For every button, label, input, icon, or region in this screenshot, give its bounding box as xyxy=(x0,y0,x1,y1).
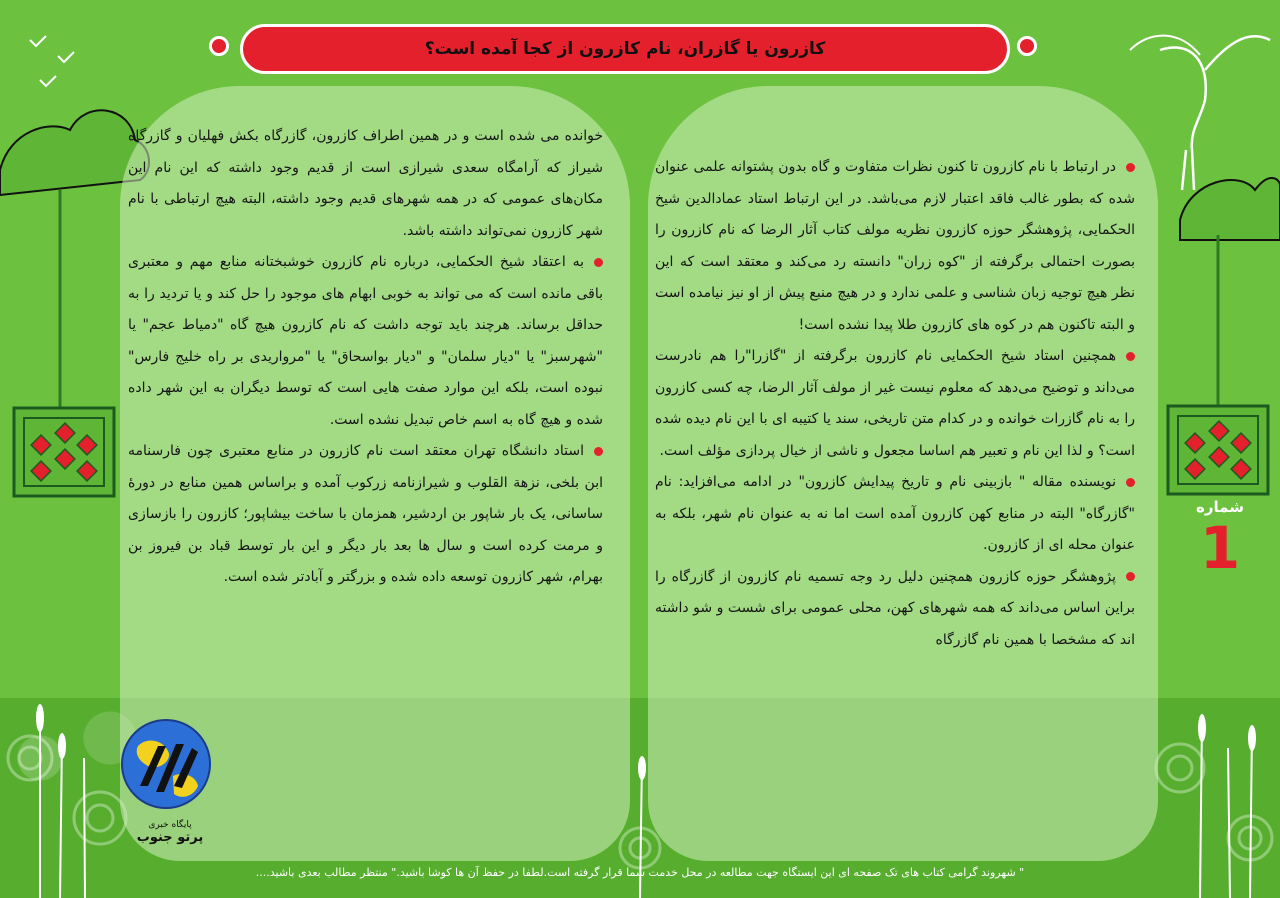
red-bullet-icon xyxy=(1126,352,1135,361)
left-paragraph-3: استاد دانشگاه تهران معتقد است نام کازرون در منابع معتبری چون فارسنامه ابن بلخی، نزهة القلوب و شیرازنامه زرکوب آمده و براساس همین منابع در دورهٔ ساسانی، یک بار شاپور بن اردشیر، همزمان با ساخت بیشاپور؛ کازرون را بازسازی و مرمت کرده است و سال ها بعد بار دیگر و این بار توسط قباد بن فیروز بن بهرام، شهر کازرون توسعه داده شده و بزرگتر و آبادتر شده است. xyxy=(128,443,603,585)
red-bullet-icon xyxy=(1126,478,1135,487)
right-paragraph-4: پژوهشگر حوزه کازرون همچنین دلیل رد وجه تسمیه نام کازرون از گازرگاه را براین اساس می‌داند که همه شهرهای کهن، محلی عمومی برای شست و شو داشته اند که مشخصا با همین نام گازرگاه xyxy=(655,568,1135,648)
right-column-text xyxy=(655,152,1135,656)
header-right-dot xyxy=(1017,36,1037,56)
right-paragraph-2: همچنین استاد شیخ الحکمایی نام کازرون برگرفته از "گازرا"را هم نادرست می‌داند و توضیح می‌دهد که معلوم نیست غیر از مولف آثار الرضا، چه کسی کازرون را به نام گازرات خوانده و در کدام متن تاریخی، سند یا کتیبه ای با این نام دیده شده است؟ و لذا این نام و تعبیر هم اساسا مجعول و ناشی از خیال پردازی مؤلف است. xyxy=(655,348,1135,459)
red-bullet-icon xyxy=(594,258,603,267)
left-paragraph-2: به اعتقاد شیخ الحکمایی، درباره نام کازرون خوشبختانه منابع مهم و معتبری باقی مانده است که می تواند به خوبی ابهام های موجود را حل کند و یا تردید را به حداقل برساند. هرچند باید توجه داشت که نام کازرون هیچ گاه "دمیاط عجم" یا "شهرسبز" یا "دیار سلمان" و "دیار بواسحاق" یا "مرواریدی بر راه خلیج فارس" نبوده است، بلکه این موارد صفت هایی است که توسط دیگران به این شهر داده شده و هیچ گاه به اسم خاص تبدیل نشده است. xyxy=(128,254,603,428)
header-left-dot xyxy=(209,36,229,56)
issue-number: 1 xyxy=(1199,514,1241,582)
right-paragraph-3: نویسنده مقاله " بازبینی نام و تاریخ پیدایش کازرون" در ادامه می‌افزاید: نام "گازرگاه" البته در منابع کهن کازرون آمده است اما نه به عنوان نام شهر، بلکه به عنوان محله ای از کازرون. xyxy=(655,474,1135,553)
footer-note: " شهروند گرامی کتاب های تک صفحه ای این ایستگاه جهت مطالعه در محل خدمت شما قرار گرفته است.لطفا در حفظ آن ها کوشا باشید." منتظر مطالب بعدی باشید.... xyxy=(255,866,1025,879)
logo-text xyxy=(130,820,210,845)
left-paragraph-1: خوانده می شده است و در همین اطراف کازرون، گازرگاه بکش فهلیان و گازرگاه شیراز که آرامگاه سعدی شیرازی است از قدیم وجود داشته که این نام این مکان‌های عمومی که در همه شهرهای قدیم وجود داشته، البته هیچ ارتباطی با نام شهر کازرون نمی‌تواند داشته باشد. xyxy=(128,128,603,239)
red-bullet-icon xyxy=(594,447,603,456)
page-title-bar xyxy=(240,24,1010,74)
right-paragraph-1: در ارتباط با نام کازرون تا کنون نظرات متفاوت و گاه بدون پشتوانه علمی عنوان شده که بطور غالب فاقد اعتبار لازم می‌باشد. در این ارتباط استاد عمادالدین شیخ الحکمایی، پژوهشگر حوزه کازرون نظریه مولف کتاب آثار الرضا که نام کازرون را بصورت احتمالی برگرفته از "کوه زران" دانسته رد می‌کند و معتقد است که این نظر هیچ توجیه زبان شناسی و علمی ندارد و در هیچ منبع پیش از او نیز نیامده است و البته تاکنون هم در کوه های کازرون طلا پیدا نشده است! xyxy=(655,159,1135,333)
logo-name: پرتو جنوب xyxy=(136,830,204,845)
red-bullet-icon xyxy=(1126,163,1135,172)
globe-logo-icon xyxy=(118,716,214,812)
red-bullet-icon xyxy=(1126,572,1135,581)
left-column-text xyxy=(128,121,603,594)
issue-label: شماره xyxy=(1196,498,1244,516)
logo-tagline: پایگاه خبری xyxy=(148,820,192,830)
page-title: کازرون یا گازران، نام کازرون از کجا آمده است؟ xyxy=(424,39,826,59)
